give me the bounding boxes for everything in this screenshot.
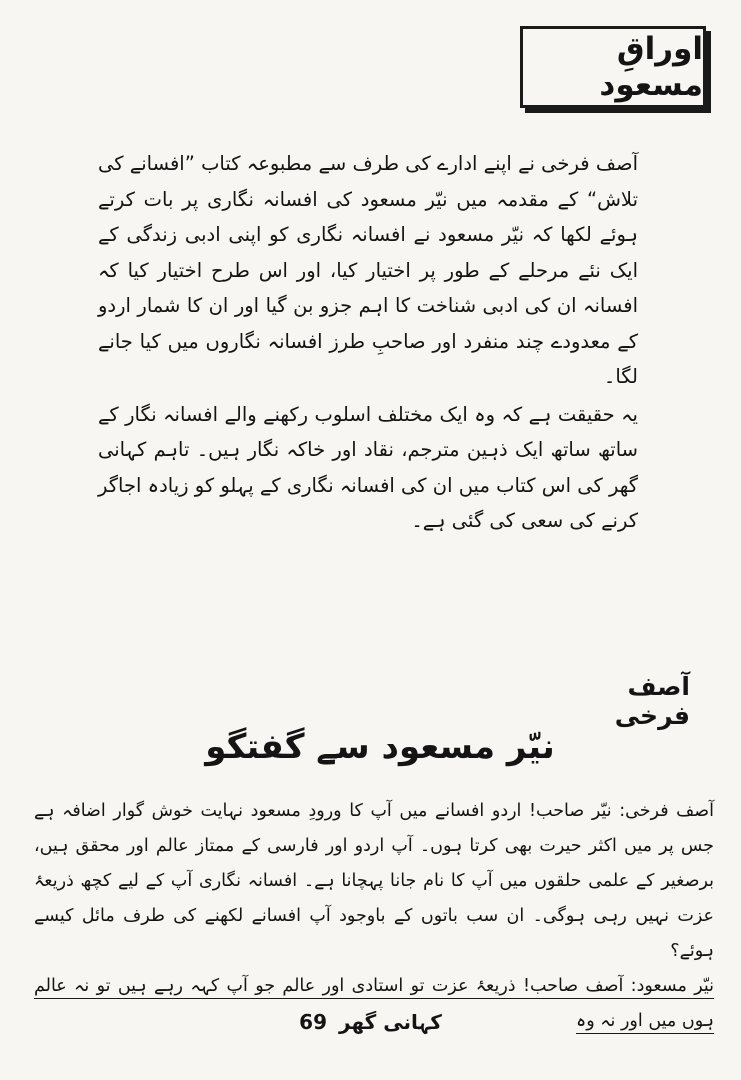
section-header-box	[520, 26, 706, 108]
book-name: کہانی گھر	[339, 1010, 442, 1034]
interview-answer: نیّر مسعود: آصف صاحب! ذریعۂ عزت تو استادی اور عالم جو آپ کہہ رہے ہیں تو نہ عالم ہوں میں اور نہ وہ	[34, 976, 714, 1034]
page-number: 69	[299, 1010, 327, 1034]
interview-title: نیّر مسعود سے گفتگو	[205, 727, 555, 767]
intro-text	[98, 146, 638, 541]
intro-paragraph-1: آصف فرخی نے اپنے ادارے کی طرف سے مطبوعہ کتاب ”افسانے کی تلاش“ کے مقدمہ میں نیّر مسعود کی افسانہ نگاری پر بات کرتے ہوئے لکھا کہ نیّر مسعود نے افسانہ نگاری کو اپنی ادبی زندگی کے ایک نئے مرحلے کے طور پر اختیار کیا، اور اس طرح اختیار کیا کہ افسانہ ان کی ادبی شناخت کا اہم جزو بن گیا اور ان کا شمار اردو کے معدودے چند منفرد اور صاحبِ طرز افسانہ نگاروں میں کیا جانے لگا۔	[98, 152, 638, 388]
intro-paragraph-2: یہ حقیقت ہے کہ وہ ایک مختلف اسلوب رکھنے والے افسانہ نگار کے ساتھ ساتھ ایک ذہین مترجم، نقاد اور خاکہ نگار ہیں۔ تاہم کہانی گھر کی اس کتاب میں ان کی افسانہ نگاری کے پہلو کو زیادہ اجاگر کرنے کی سعی کی گئی ہے۔	[98, 402, 638, 532]
interview-text	[34, 794, 714, 1039]
interview-question: آصف فرخی: نیّر صاحب! اردو افسانے میں آپ کا ورودِ مسعود نہایت خوش گوار اضافہ ہے جس پر میں اکثر حیرت بھی کرتا ہوں۔ آپ اردو اور فارسی کے ممتاز عالم اور محقق ہیں، برصغیر کے علمی حلقوں میں آپ کا نام جانا پہچانا ہے۔ افسانہ نگاری آپ کے لیے کچھ ذریعۂ عزت نہیں رہی ہوگی۔ ان سب باتوں کے باوجود آپ افسانے لکھنے کی طرف مائل کیسے ہوئے؟	[34, 801, 714, 961]
page-footer	[0, 1010, 741, 1034]
author-name: آصف فرخی	[614, 672, 690, 730]
section-header-title: اوراقِ مسعود	[599, 31, 703, 103]
